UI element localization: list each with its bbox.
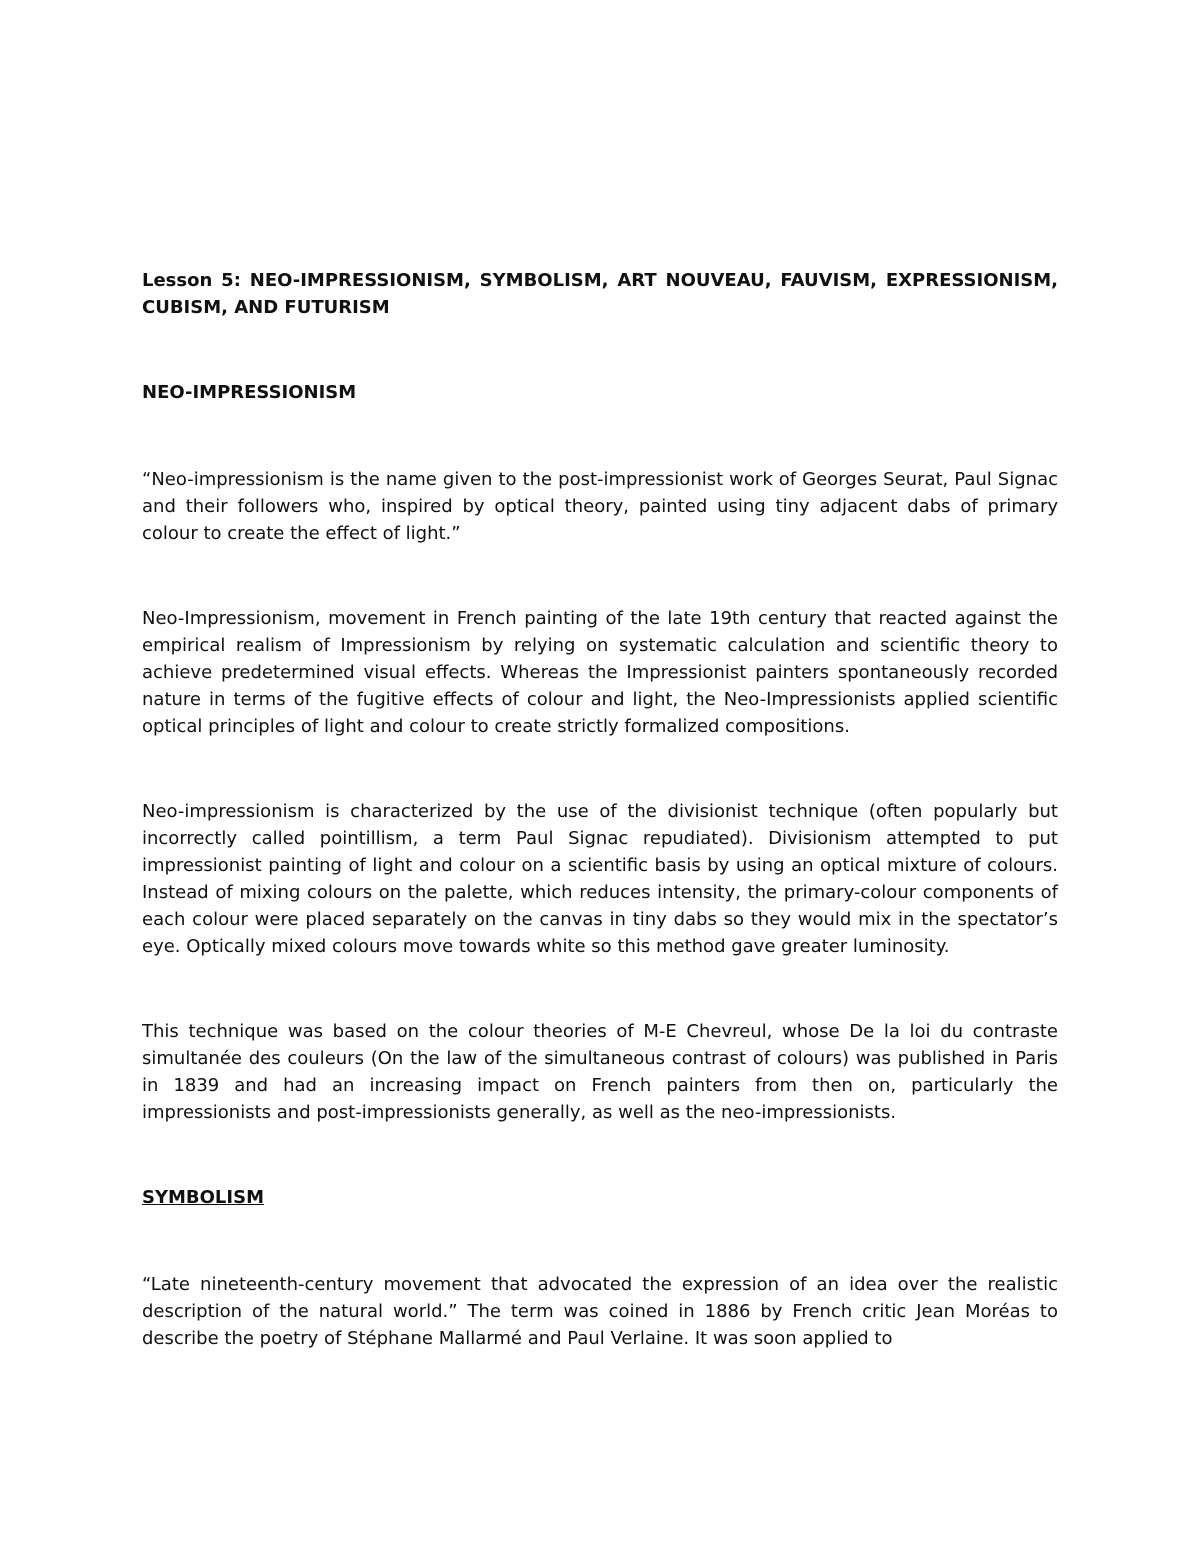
paragraph-symbolism-definition: “Late nineteenth-century movement that advocated the expression of an idea over the realistic description of the natural world.” The term was coined in 1886 by French critic Jean Moréas to describe the poetry of Stéphane Mallarmé and Paul Verlaine. It was soon applied to xyxy=(142,1274,1058,1349)
section-heading-neo-impressionism: NEO-IMPRESSIONISM xyxy=(142,382,357,403)
lesson-title: Lesson 5: NEO-IMPRESSIONISM, SYMBOLISM, ART NOUVEAU, FAUVISM, EXPRESSIONISM, CUBISM, AND FUTURISM xyxy=(142,270,1058,318)
paragraph-neo-definition-quote: “Neo-impressionism is the name given to the post-impressionist work of Georges Seurat, Paul Signac and their followers who, inspired by optical theory, painted using tiny adjacent dabs of primary colour to create the effect of light.” xyxy=(142,469,1058,544)
section-heading-symbolism: SYMBOLISM xyxy=(142,1187,264,1208)
paragraph-chevreul-colour-theory: This technique was based on the colour theories of M-E Chevreul, whose De la loi du contraste simultanée des couleurs (On the law of the simultaneous contrast of colours) was published in Paris in 1839 and had an increasing impact on French painters from then on, particularly the impressionists and post-impressionists generally, as well as the neo-impressionists. xyxy=(142,1021,1058,1123)
document-body xyxy=(142,267,1058,1352)
paragraph-divisionist-technique: Neo-impressionism is characterized by the use of the divisionist technique (often popularly but incorrectly called pointillism, a term Paul Signac repudiated). Divisionism attempted to put impressionist painting of light and colour on a scientific basis by using an optical mixture of colours. Instead of mixing colours on the palette, which reduces intensity, the primary-colour components of each colour were placed separately on the canvas in tiny dabs so they would mix in the spectator’s eye. Optically mixed colours move towards white so this method gave greater luminosity. xyxy=(142,801,1058,957)
paragraph-neo-movement-description: Neo-Impressionism, movement in French painting of the late 19th century that reacted against the empirical realism of Impressionism by relying on systematic calculation and scientific theory to achieve predetermined visual effects. Whereas the Impressionist painters spontaneously recorded nature in terms of the fugitive effects of colour and light, the Neo-Impressionists applied scientific optical principles of light and colour to create strictly formalized compositions. xyxy=(142,608,1058,737)
